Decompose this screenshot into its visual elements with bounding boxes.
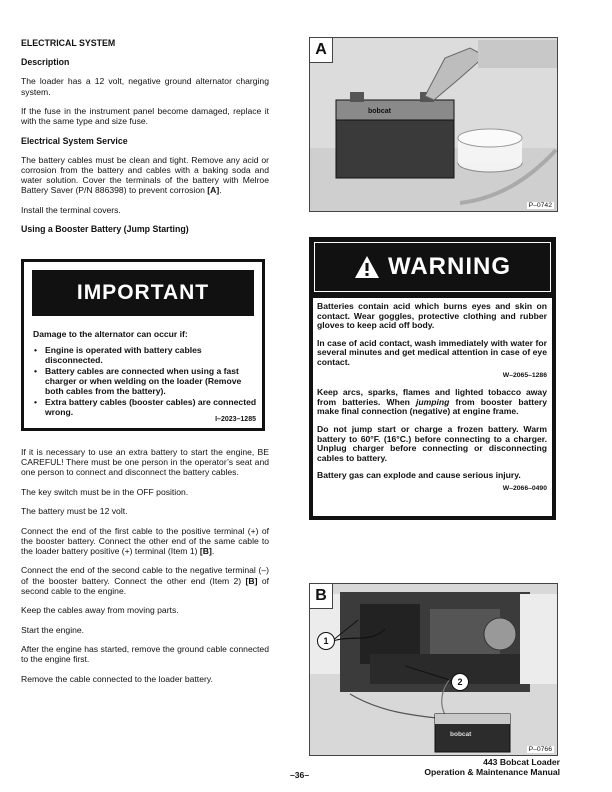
section-title: ELECTRICAL SYSTEM: [21, 38, 116, 48]
footer-title: [424, 757, 560, 777]
description-paragraph-2: If the fuse in the instrument panel become damaged, replace it with the same type and size fuse.: [21, 106, 269, 127]
left-column-lower: [21, 447, 269, 693]
service-heading: Electrical System Service: [21, 135, 128, 146]
service-paragraph-1: The battery cables must be clean and tight. Remove any acid or corrosion from the battery and cables with a baking soda and water solution. Cover the terminals of the battery with Melroe Battery Saver (P/N 886398) to prevent corrosion [A].: [21, 154, 269, 196]
important-body: [33, 329, 257, 418]
warning-content: [313, 298, 552, 516]
warning-paragraph-2: In case of acid contact, wash immediately with water for several minutes and get medical attention in case of eye contact.: [317, 337, 547, 367]
warning-paragraph-4: Do not jump start or charge a frozen battery. Warm battery to 60°F. (16°C.) before connecting to a charger. Unplug charger before connecting or disconnecting cables to battery.: [317, 423, 547, 463]
warning-paragraph-1: Batteries contain acid which burns eyes and skin on contact. Wear goggles, protective clothing and rubber gloves to keep acid off body.: [317, 301, 547, 331]
description-heading: Description: [21, 57, 70, 68]
jump-paragraph-1: If it is necessary to use an extra battery to start the engine, BE CAREFUL! There must be one person in the operator’s seat and one person to connect and disconnect the battery cables.: [21, 447, 269, 478]
footer-model: 443 Bobcat Loader: [483, 757, 560, 767]
important-item: • Engine is operated with battery cables disconnected.: [33, 345, 257, 365]
jump-paragraph-2: The key switch must be in the OFF position.: [21, 486, 189, 497]
figure-b-illustration: [310, 584, 557, 755]
service-paragraph-2: Install the terminal covers.: [21, 204, 121, 215]
warning-banner: [314, 242, 551, 292]
important-lead: Damage to the alternator can occur if:: [33, 329, 188, 339]
important-list: [33, 345, 257, 417]
important-notice: [21, 259, 265, 431]
warning-title: WARNING: [388, 253, 511, 280]
page-number: –36–: [290, 770, 310, 780]
warning-code-2: W–2066–0490: [502, 484, 547, 492]
figure-b-code: P–0766: [528, 746, 552, 753]
figure-b-battery-label: bobcat: [450, 731, 472, 738]
warning-code-1: W–2065–1286: [502, 371, 547, 379]
booster-heading: Using a Booster Battery (Jump Starting): [21, 224, 189, 235]
important-code: I–2023–1285: [215, 416, 256, 423]
figure-ref-b: [B]: [245, 575, 258, 586]
jump-paragraph-9: Remove the cable connected to the loader battery.: [21, 673, 213, 684]
figure-b-letter: B: [310, 584, 333, 609]
jump-paragraph-6: Keep the cables away from moving parts.: [21, 605, 179, 616]
important-item: • Extra battery cables (booster cables) are connected wrong.: [33, 397, 257, 417]
important-item: • Battery cables are connected when using a fast charger or when welding on the loader (Remove both cables from the battery).: [33, 366, 257, 396]
figure-ref-a: [A]: [207, 185, 220, 196]
warning-paragraph-3: Keep arcs, sparks, flames and lighted tobacco away from batteries. When jumping from booster battery make final connection (negative) at engine frame.: [317, 387, 548, 417]
jump-paragraph-3: The battery must be 12 volt.: [21, 506, 128, 517]
jump-paragraph-5: Connect the end of the second cable to the negative terminal (–) of the booster battery. Connect the other end (Item 2) [B] of second cable to the engine.: [21, 565, 270, 596]
description-paragraph-1: The loader has a 12 volt, negative ground alternator charging system.: [21, 76, 269, 97]
callout-2: 2: [451, 673, 469, 691]
callout-1: 1: [317, 632, 335, 650]
figure-a: [309, 37, 558, 212]
jump-paragraph-8: After the engine has started, remove the ground cable connected to the engine first.: [21, 643, 269, 665]
jump-paragraph-4: Connect the end of the first cable to the positive terminal (+) of the booster battery. Connect the other end of the same cable to the loader battery positive (+) terminal (Item 1) [B].: [21, 525, 269, 556]
warning-triangle-icon: [354, 255, 380, 279]
figure-a-illustration: [310, 38, 557, 211]
figure-b: [309, 583, 558, 756]
figure-a-code: P–0742: [528, 202, 552, 209]
left-column-upper: [21, 38, 269, 243]
footer-manual: Operation & Maintenance Manual: [424, 767, 560, 777]
jump-paragraph-7: Start the engine.: [21, 624, 85, 635]
figure-ref-b: [B]: [199, 545, 212, 556]
warning-notice: [309, 237, 556, 520]
warning-paragraph-5: Battery gas can explode and cause serious injury.: [317, 470, 521, 481]
figure-a-battery-label: bobcat: [368, 108, 391, 115]
important-banner: IMPORTANT: [32, 270, 254, 316]
figure-a-letter: A: [310, 38, 333, 63]
